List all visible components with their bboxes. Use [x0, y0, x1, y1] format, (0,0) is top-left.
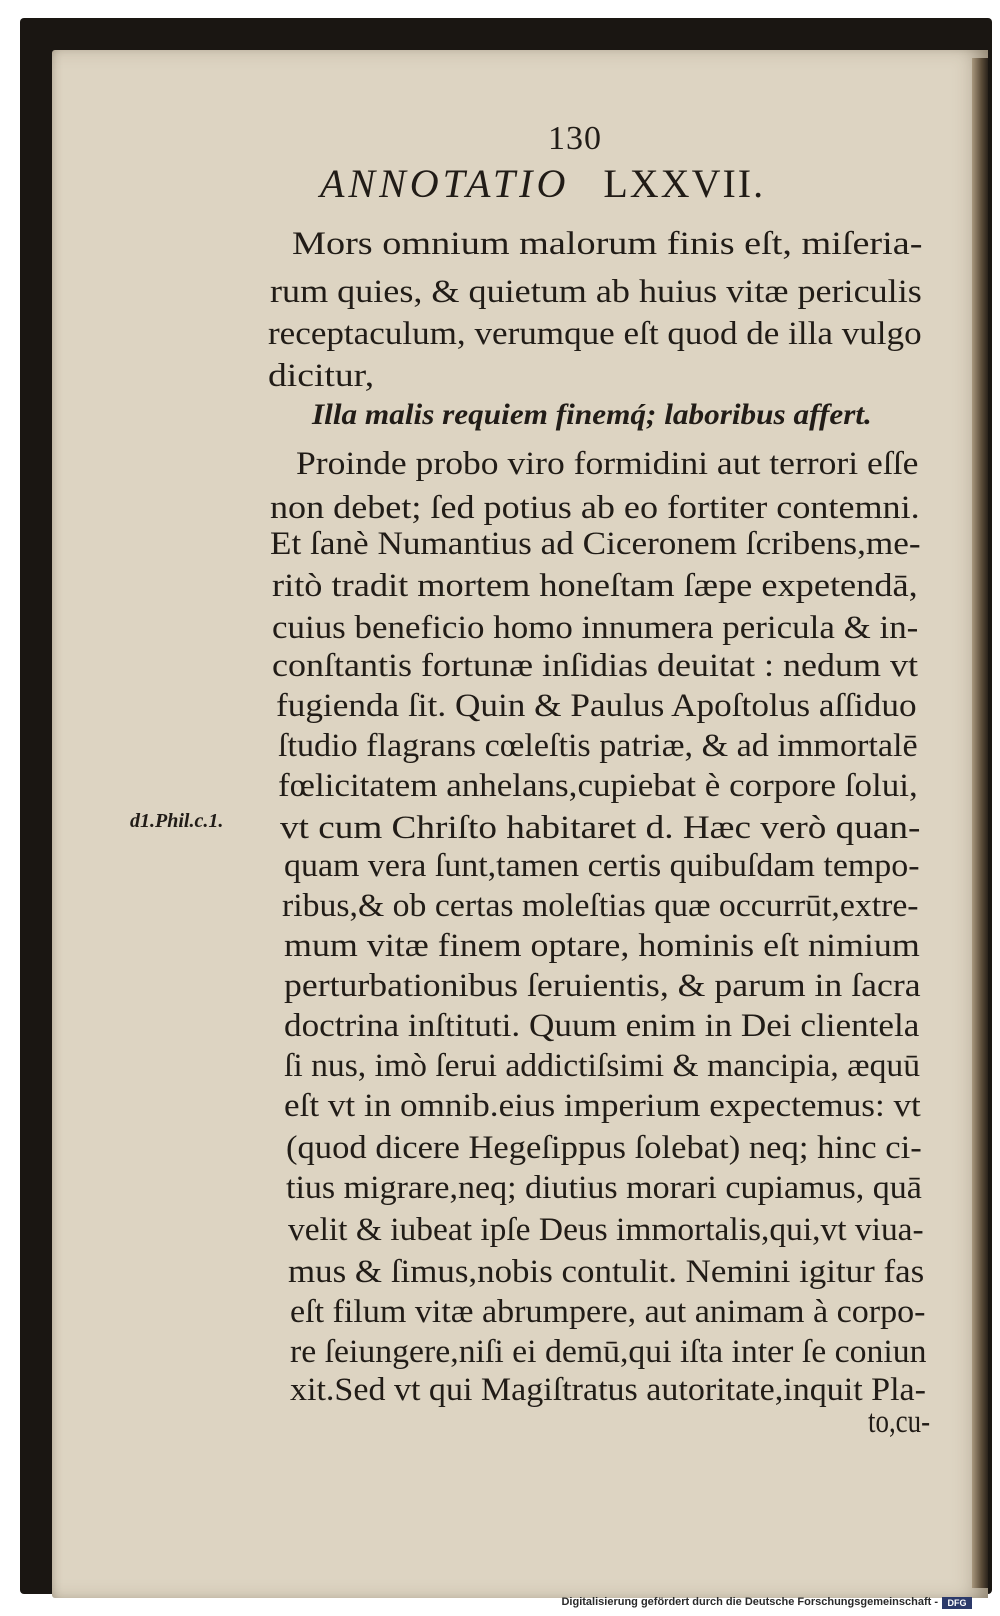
heading-numeral: LXXVII. [603, 161, 766, 206]
body-text-line: rum quies, & quietum ab huius vitæ periculis [270, 274, 922, 310]
annotation-heading [320, 160, 765, 207]
page-number: 130 [548, 120, 602, 157]
body-text-line: mus & ſimus,nobis contulit. Nemini igitur fas [288, 1254, 925, 1290]
body-text-line: fœlicitatem anhelans,cupiebat è corpore ſolui, [278, 768, 918, 804]
body-text-line: Mors omnium malorum finis eſt, miſeria- [292, 226, 923, 262]
body-text-line: doctrina inſtituti. Quum enim in Dei clientela [284, 1008, 920, 1044]
body-text-line: eſt vt in omnib.eius imperium expectemus: vt [284, 1088, 921, 1124]
verse-quotation-line: Illa malis requiem finemq́; laboribus affert. [312, 398, 872, 431]
dfg-logo: DFG [942, 1597, 972, 1609]
body-text-line: Proinde probo viro formidini aut terrori eſſe [296, 446, 919, 482]
body-text-line: vt cum Chriſto habitaret d. Hæc verò quan- [280, 810, 921, 846]
body-text-line: receptaculum, verumque eſt quod de illa vulgo [268, 316, 922, 352]
body-text-line: velit & iubeat ipſe Deus immortalis,qui,vt viua- [288, 1212, 924, 1248]
body-text-line: ribus,& ob certas moleſtias quæ occurrūt,extre- [282, 888, 919, 924]
body-text-line: cuius beneficio homo innumera pericula & in- [272, 610, 919, 646]
footer-credit: Digitalisierung gefördert durch die Deutsche Forschungsgemeinschaft - [561, 1596, 938, 1608]
body-text-line: re ſeiungere,niſi ei demū,qui iſta inter ſe coniun [290, 1334, 927, 1370]
page-edge-shadow [972, 58, 988, 1588]
body-text-line: (quod dicere Hegeſippus ſolebat) neq; hinc ci- [286, 1130, 922, 1166]
body-text-line: perturbationibus ſeruientis, & parum in ſacra [284, 968, 921, 1004]
body-text-line: quam vera ſunt,tamen certis quibuſdam tempo- [284, 848, 920, 884]
margin-note-reference: d1.Phil.c.1. [130, 810, 224, 832]
body-text-line: tius migrare,neq; diutius morari cupiamus, quā [286, 1170, 922, 1206]
body-text-line: fugienda ſit. Quin & Paulus Apoſtolus aſſiduo [276, 688, 917, 724]
body-text-line: eſt filum vitæ abrumpere, aut animam à corpo- [290, 1294, 926, 1330]
body-text-line: conſtantis fortunæ inſidias deuitat : nedum vt [272, 648, 918, 684]
body-text-line: ſtudio flagrans cœleſtis patriæ, & ad immortalē [278, 728, 918, 764]
body-text-line: xit.Sed vt qui Magiſtratus autoritate,inquit Pla- [290, 1372, 926, 1408]
body-text-line: Et ſanè Numantius ad Ciceronem ſcribens,me- [270, 526, 921, 562]
body-text-line: dicitur, [268, 358, 375, 394]
body-text-line: mum vitæ finem optare, hominis eſt nimium [284, 928, 920, 964]
heading-word: ANNOTATIO [320, 161, 570, 206]
body-text-line: non debet; ſed potius ab eo fortiter contemni. [270, 490, 920, 526]
body-text-line: to,cu- [868, 1404, 931, 1440]
body-text-line: ſi nus, imò ſerui addictiſsimi & mancipia, æquū [284, 1048, 921, 1084]
body-text-line: ritò tradit mortem honeſtam ſæpe expetendā, [272, 568, 918, 604]
